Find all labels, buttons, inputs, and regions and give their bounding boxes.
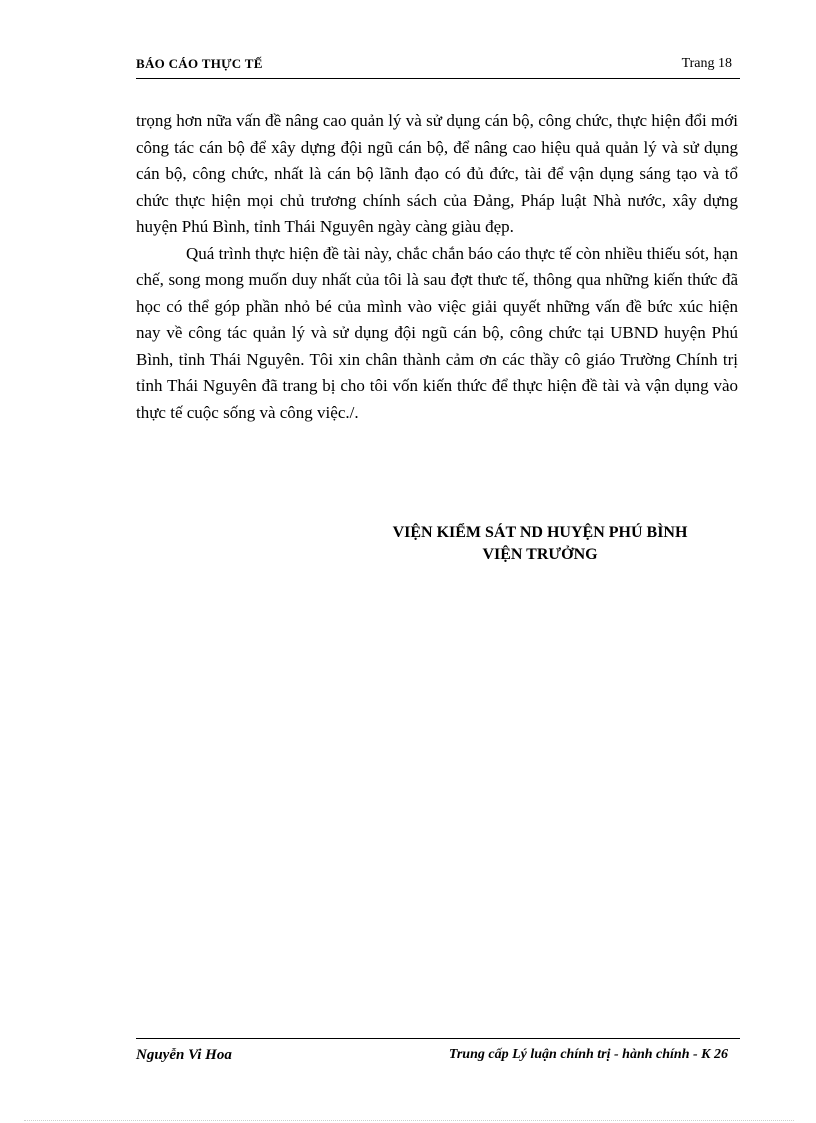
header-title: BÁO CÁO THỰC TẾ bbox=[136, 56, 263, 71]
footer-author: Nguyễn Vi Hoa bbox=[136, 1047, 232, 1063]
paragraph-2: Quá trình thực hiện đề tài này, chắc chắn báo cáo thực tế còn nhiều thiếu sót, hạn chế, song mong muốn duy nhất của tôi là sau đợt thưc tế, thông qua những kiến thức đã học có thể góp phần nhỏ bé của mình vào việc giải quyết những vấn đề bức xúc hiện nay về công tác quản lý và sử dụng đội ngũ cán bộ, công chức tại UBND huyện Phú Bình, tỉnh Thái Nguyên. Tôi xin chân thành cảm ơn các thầy cô giáo Trường Chính trị tỉnh Thái Nguyên đã trang bị cho tôi vốn kiến thức để thực hiện đề tài và vận dụng vào thực tế cuộc sống và công việc./. bbox=[136, 243, 738, 422]
signature-block bbox=[340, 522, 740, 566]
page-number: Trang 18 bbox=[681, 56, 732, 71]
footer-course: Trung cấp Lý luận chính trị - hành chính - K 26 bbox=[448, 1047, 728, 1062]
signature-position: VIỆN TRƯỞNG bbox=[482, 546, 598, 563]
page-footer bbox=[136, 1038, 740, 1069]
body-text bbox=[136, 108, 738, 426]
paragraph-1: trọng hơn nữa vấn đề nâng cao quản lý và sử dụng cán bộ, công chức, thực hiện đổi mới công tác cán bộ để xây dựng đội ngũ cán bộ, để nâng cao hiệu quả quản lý và sử dụng cán bộ, công chức, nhất là cán bộ lãnh đạo có đủ đức, tài để vận dụng sáng tạo và tổ chức thực hiện mọi chủ trương chính sách của Đảng, Pháp luật Nhà nước, xây dựng huyện Phú Bình, tỉnh Thái Nguyên ngày càng giàu đẹp. bbox=[136, 111, 738, 236]
page-edge-divider bbox=[24, 1120, 794, 1121]
page-header bbox=[136, 56, 740, 79]
signature-organization: VIỆN KIỂM SÁT ND HUYỆN PHÚ BÌNH bbox=[392, 524, 688, 541]
